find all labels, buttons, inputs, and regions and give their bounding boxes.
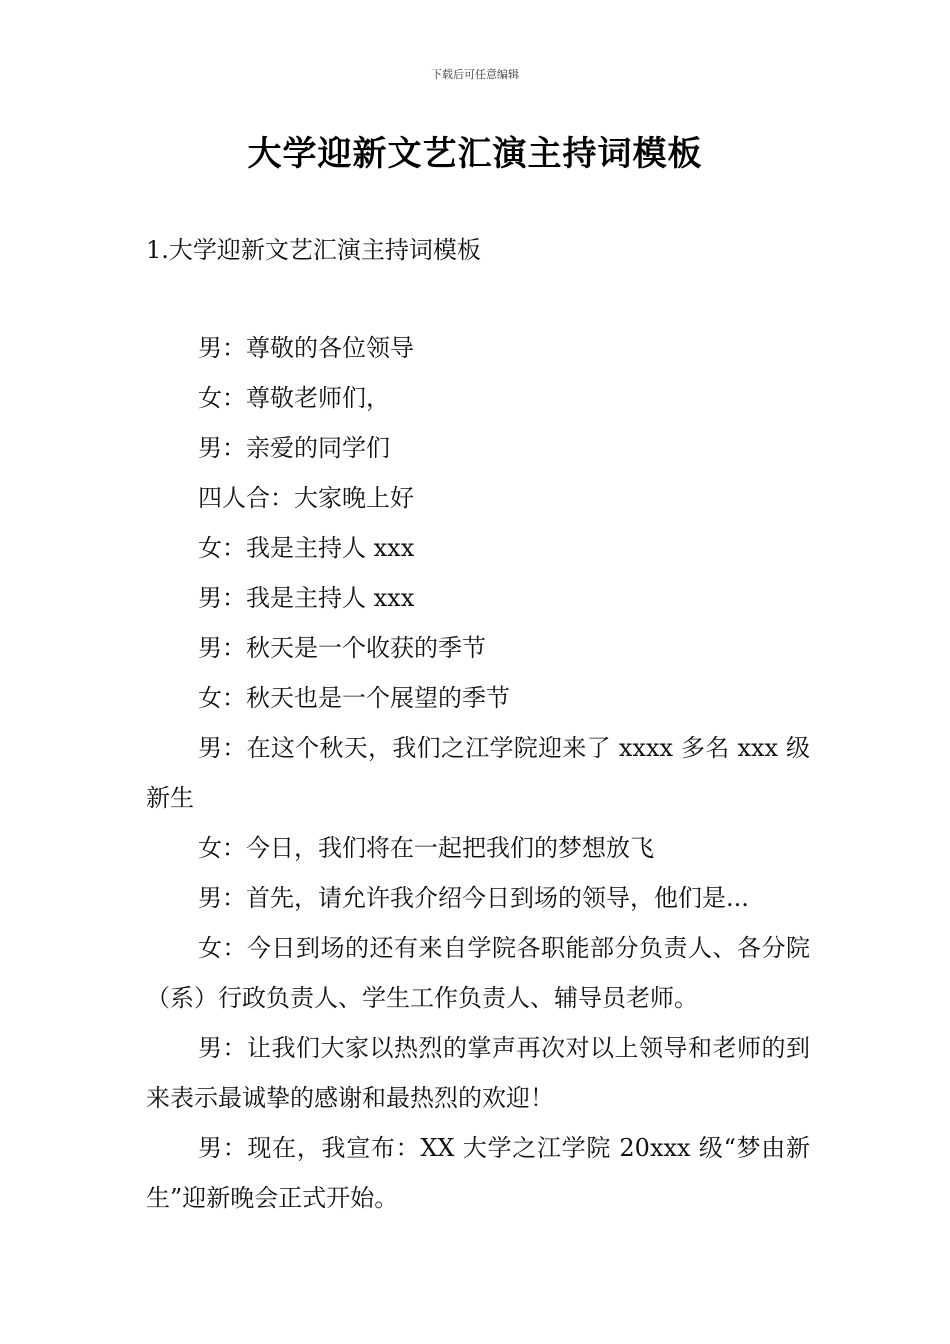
script-line: 男：在这个秋天，我们之江学院迎来了 xxxx 多名 xxx 级新生 [146, 734, 810, 812]
script-line: 男：我是主持人 xxx [198, 584, 415, 612]
script-line: 女：秋天也是一个展望的季节 [198, 684, 510, 712]
section-heading: 1.大学迎新文艺汇演主持词模板 [146, 236, 481, 264]
script-line: 女：今日，我们将在一起把我们的梦想放飞 [198, 834, 654, 862]
script-line: 男：首先，请允许我介绍今日到场的领导，他们是... [198, 884, 749, 912]
document-title: 大学迎新文艺汇演主持词模板 [247, 134, 703, 174]
script-line: 四人合：大家晚上好 [198, 484, 414, 512]
script-line: 男：现在，我宣布：XX 大学之江学院 20xxx 级“梦由新生”迎新晚会正式开始。 [146, 1134, 810, 1212]
script-body [146, 323, 810, 1223]
script-line: 男：尊敬的各位领导 [198, 334, 414, 362]
script-line: 女：尊敬老师们， [198, 384, 390, 412]
download-note: 下载后可任意编辑 [431, 68, 519, 81]
script-line: 男：亲爱的同学们 [198, 434, 390, 462]
script-line: 男：秋天是一个收获的季节 [198, 634, 486, 662]
script-line: 女：我是主持人 xxx [198, 534, 415, 562]
script-line: 女：今日到场的还有来自学院各职能部分负责人、各分院（系）行政负责人、学生工作负责人、辅导员老师。 [146, 934, 810, 1012]
script-line: 男：让我们大家以热烈的掌声再次对以上领导和老师的到来表示最诚挚的感谢和最热烈的欢迎！ [146, 1034, 810, 1112]
